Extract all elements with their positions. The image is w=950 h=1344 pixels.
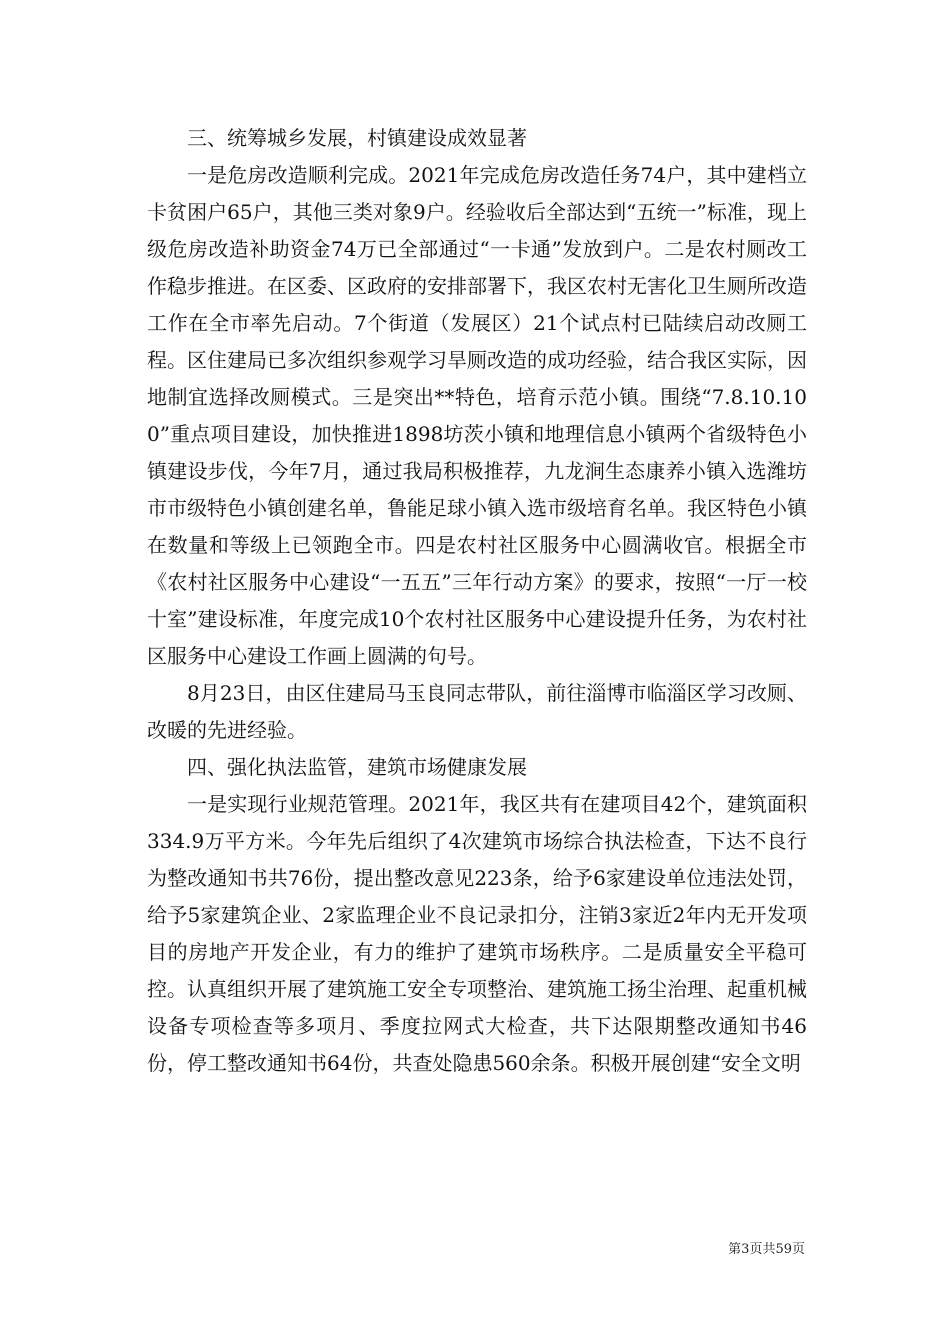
body-paragraph: 一是危房改造顺利完成。2021年完成危房改造任务74户，其中建档立卡贫困户65户，其他三类对象9户。经验收后全部达到“五统一”标准，现上级危房改造补助资金74万已全部通过“一卡通”发放到户。二是农村厕改工作稳步推进。在区委、区政府的安排部署下，我区农村无害化卫生厕所改造工作在全市率先启动。7个街道（发展区）21个试点村已陆续启动改厕工程。区住建局已多次组织参观学习旱厕改造的成功经验，结合我区实际，因地制宜选择改厕模式。三是突出**特色，培育示范小镇。围绕“7.8.10.100”重点项目建设，加快推进1898坊茨小镇和地理信息小镇两个省级特色小镇建设步伐，今年7月，通过我局积极推荐，九龙涧生态康养小镇入选潍坊市市级特色小镇创建名单，鲁能足球小镇入选市级培育名单。我区特色小镇在数量和等级上已领跑全市。四是农村社区服务中心圆满收官。根据全市《农村社区服务中心建设“一五五”三年行动方案》的要求，按照“一厅一校十室”建设标准，年度完成10个农村社区服务中心建设提升任务，为农村社区服务中心建设工作画上圆满的句号。 — [147, 163, 807, 668]
document-body — [147, 120, 807, 1082]
body-paragraph: 一是实现行业规范管理。2021年，我区共有在建项目42个，建筑面积334.9万平方米。今年先后组织了4次建筑市场综合执法检查，下达不良行为整改通知书共76份，提出整改意见223条，给予6家建设单位违法处罚，给予5家建筑企业、2家监理企业不良记录扣分，注销3家近2年内无开发项目的房地产开发企业，有力的维护了建筑市场秩序。二是质量安全平稳可控。认真组织开展了建筑施工安全专项整治、建筑施工扬尘治理、起重机械设备专项检查等多项月、季度拉网式大检查，共下达限期整改通知书46份，停工整改通知书64份，共查处隐患560余条。积极开展创建“安全文明 — [147, 792, 807, 1075]
section-heading-4: 四、强化执法监管，建筑市场健康发展 — [187, 755, 527, 779]
page-number-footer: 第3页共59页 — [728, 1242, 805, 1257]
body-paragraph: 8月23日，由区住建局马玉良同志带队，前往淄博市临淄区学习改厕、改暖的先进经验。 — [147, 681, 807, 742]
section-heading-3: 三、统筹城乡发展，村镇建设成效显著 — [187, 126, 527, 150]
